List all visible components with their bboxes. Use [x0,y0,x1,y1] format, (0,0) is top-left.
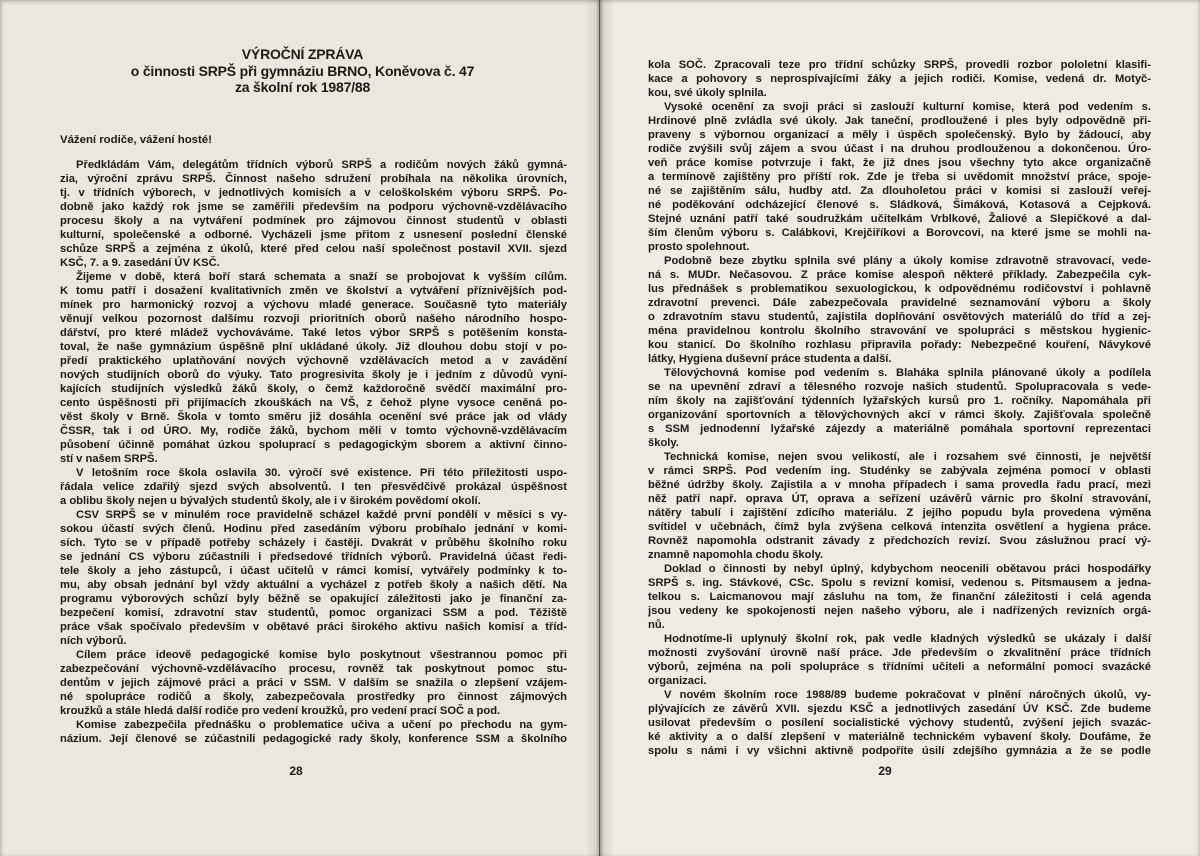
text-line: látky, Hygiena duševní práce studenta a další. [648,353,892,365]
text-line: Předkládám Vám, delegátům třídních výborů SRPŠ a rodičům nových žáků gymná- [76,159,567,171]
text-line: sokou účastí svých členů. Hodinu před zasedáním výboru probíhalo jednání v komi- [60,523,567,535]
text-line: Cílem práce ideově pedagogické komise bylo poskytnout všestrannou pomoc při [76,649,567,661]
text-line: prosto spolehnout. [648,241,750,253]
text-line: né poděkování odcházející členové s. Sládková, Šimáková, Kotasová a Cejpková. [648,199,1151,211]
text-line: Hodnotíme-li uplynulý školní rok, pak vedle kladných výsledků se ukázaly i další [664,633,1151,645]
paragraph [60,158,567,270]
text-line: věst školy v Brně. Škola v tomto směru již dosáhla ocenění své práce jak od vlády [60,411,567,423]
text-line: K tomu patří i dosažení kvalitativních změn ve školství a vytváření příznivějších pod- [60,285,567,297]
text-line: ních výborů. [60,635,127,647]
text-line: nových studijních oborů do výuky. Tato progresivita školy je i jedním z důvodů vyni- [60,369,567,381]
text-line: jsou vedeny ke spokojenosti nejen našeho výboru, ale i nadřízených revizních orgá- [648,605,1151,617]
text-line: né spolupráce rodičů a školy, zabezpečovala prostředky pro činnost zájmových [60,691,567,703]
text-line: V letošním roce škola oslavila 30. výročí své existence. Při této příležitosti uspo- [76,467,567,479]
text-line: plývajících ze závěrů XVII. sjezdu KSČ a jednotlivých zasedání ÚV KSČ. Zde budeme [648,703,1151,715]
text-line: mínek pro harmonický rozvoj a výchovu mladé generace. Současně tyto materiály [60,299,567,311]
text-line: V novém školním roce 1988/89 budeme pokračovat v plnění náročných úkolů, vy- [664,689,1151,701]
text-line: programu výborových schůzí byly běžně se opakující záležitosti jako je finanční za- [60,593,567,605]
text-line: Žijeme v době, která boří stará schemata a snaží se probojovat k vyšším cílům. [76,271,567,283]
title-line: o činnosti SRPŠ při gymnáziu BRNO, Koněvova č. 47 [130,62,475,79]
page-number: 29 [878,764,892,778]
text-line: dobně jako každý rok jsme se zaměřili především na podporu výchovně-vzdělávacího [60,201,567,213]
text-line: veň práce komise potvrzuje i fakt, že již dnes jsou všechny tyto akce organizačně [648,157,1151,169]
right-page-body [648,58,1151,758]
text-line: kace a pohovory s neprospívajícími žáky a jejich rodiči. Komise, vedená dr. Motyč- [648,73,1151,85]
text-line: stí v našem SRPŠ. [60,453,158,465]
text-line: s SSM jednodenní lyžařské zájezdy a materiálně pomáhala sportovní reprezentaci [648,423,1151,435]
text-line: tele školy a jeho zástupců, i účast učitelů v rámci komisí, vytvářely podmínky k to- [60,565,567,577]
text-line: kajících studijních výsledků žáků školy, o čemž každoročně svědčí maximální pro- [60,383,567,395]
left-page-body [60,158,567,746]
text-line: ké aktivity a o další zlepšení v materiálně technickém vybavení školy. Doufáme, že [648,731,1151,743]
text-line: dářství, pro které mládež vychováváme. Také letos výbor SRPŠ s potěšením konsta- [60,327,567,339]
paragraph [648,366,1151,450]
text-line: Rovněž napomohla odstranit závady z předchozích revizí. Svou záslužnou prací vý- [648,535,1151,547]
text-line: procesu školy a na vytváření podmínek pro zájmovou činnost studentů v oblasti [60,215,567,227]
text-line: práce však spočívalo především v obětavé práci širokého aktivu našich komisí a tříd- [60,621,567,633]
text-line: nů. [648,619,665,631]
text-line: ná s. MUDr. Nečasovou. Z práce komise alespoň některé příklady. Zabezpečila cyk- [648,269,1151,281]
report-title [60,46,545,96]
text-line: znamně napomohla chodu školy. [648,549,824,561]
text-line: kulturní, společenské a odborné. Vycházeli jsme přitom z usnesení poslední členské [60,229,567,241]
text-line: Hrdinové plně zvládla své úkoly. Jak taneční, prodloužené i ples byly odpovědně při- [648,115,1151,127]
text-line: výborů, zejména na poli spolupráce s třídními učiteli a neformální pomoci svazácké [648,661,1151,673]
text-line: usilovat především o posílení socialistické výchovy studentů, zvýšení jejich svazác- [648,717,1151,729]
gutter-fold [586,0,614,856]
text-line: lus přednášek s problematikou sexuologickou, k odpovědnému rodičovství i pohlavně [648,283,1151,295]
text-line: ČSSR, tak i od ÚRO. My, rodiče žáků, bychom měli v tomto výchovně-vzdělávacím [60,425,567,437]
text-line: mu, aby obsah jednání byl vždy aktuální a vycházel z potřeb školy a našich dětí. Na [60,579,567,591]
paragraph [648,58,1151,100]
text-line: Podobně beze zbytku splnila své plány a úkoly komise zdravotně stravovací, vede- [664,255,1151,267]
paragraph [648,100,1151,254]
text-line: tj. v třídních výborech, v jednotlivých komisích a v celoškolském výboru SRPŠ. Po- [60,187,567,199]
paragraph [60,466,567,508]
text-line: ším členům výboru s. Calábkovi, Krejčiříkovi a Borovcovi, na které jsme se mohli na- [648,227,1151,239]
paragraph [648,562,1151,632]
paragraph [648,688,1151,758]
text-line: Vysoké ocenění za svoji práci si zaslouží kulturní komise, která pod vedením s. [664,101,1151,113]
text-line: nátěry tabulí i zajištění zdicího materiálu. Z jejího popudu byla provedena výměna [648,507,1151,519]
page-number: 28 [289,764,303,778]
text-line: CSV SRPŠ se v minulém roce pravidelně scházel každé první pondělí v měsíci s vy- [76,509,567,521]
text-line: zdravotní prevenci. Dále zabezpečovala pravidelné seznamování výboru a školy [648,297,1151,309]
text-line: věnují velkou pozornost dalšímu rozvoji prioritních oborů našeho národního hospo- [60,313,567,325]
text-line: Technická komise, nejen svou velikostí, ale i rozsahem své činnosti, je největší [664,451,1151,463]
text-line: organizování sportovních a tělovýchovných akcí v rámci školy. Zajišťovala společně [648,409,1151,421]
text-line: SRPŠ s. ing. Stávkové, CSc. Spolu s revizní komisí, vedenou s. Pitsmausem a jedna- [648,577,1151,589]
text-line: se na upevnění zdraví a tělesného rozvoje našich studentů. Spolupracovala s vede- [648,381,1151,393]
text-line: svítidel v učebnách, čímž byla zvýšena celková intenzita osvětlení a hygiena práce. [648,521,1151,533]
paragraph [648,632,1151,688]
text-line: né se zajištěním sálu, hudby atd. Za dlouholetou práci v komisi si zaslouží veřej- [648,185,1151,197]
text-line: Stejné uznání patří také soudružkám učitelkám Vrblkové, Žaliové a Slepičkové a dal- [648,213,1151,225]
paragraph [60,648,567,718]
text-line: předí praktického uplatňování nových výchovně vzdělávacích metod a v zavádění [60,355,567,367]
text-line: řádala velice zdařilý sjezd svých absolventů. I ten přesvědčivě prokázal úspěšnost [60,481,567,493]
text-line: kou, své úkoly splnila. [648,87,767,99]
text-line: rodiče zvýšili svůj zájem a svou účast i na druhou prodlouženou a dokončenou. Úro- [648,143,1151,155]
paragraph [60,270,567,466]
title-line: za školní rok 1987/88 [234,79,371,95]
text-line: kou stanicí. Do školního rozhlasu připravila pořady: Nebezpečné kouření, Návykové [648,339,1151,351]
text-line: v rámci SRPŠ. Pod vedením ing. Studénky se zabývala zejména pomocí v oblasti [648,465,1151,477]
text-line: školy. [648,437,679,449]
text-line: ména pravidelnou kontrolu školního stravování ve spolupráci s městskou hygienic- [648,325,1151,337]
text-line: zia, výroční zprávu SRPŠ. Činnost našeho sdružení probíhala na několika úrovních, [60,173,567,185]
text-line: praveny s výbornou organizací a měly i úspěch společenský. Bylo by žádoucí, aby [648,129,1151,141]
text-line: se jednání CS výboru zúčastnili i předsedové třídních výborů. Pravidelná účast ředi- [60,551,567,563]
text-line: toval, že naše gymnázium úspěšně plní ukládané úkoly. Již dlouhou dobu stojí v po- [60,341,567,353]
text-line: kola SOČ. Zpracovali teze pro třídní schůzky SRPŠ, provedli rozbor pololetní klasifi- [648,59,1151,71]
text-line: působení účinně pomáhat úzkou spoluprací s pedagogickým sborem a aktivní činno- [60,439,567,451]
text-line: ním školy na zajišťování týdenních lyžařských kursů pro 1. ročníky. Napomáhala při [648,395,1151,407]
text-line: schůze SRPŠ a zejména z úkolů, které před celou naší společnost postavil XVII. sjezd [60,243,567,255]
text-line: možnosti zvyšování úrovně naší práce. Jde především o zkvalitnění práce třídních [648,647,1151,659]
text-line: a oblibu školy nejen u bývalých studentů školy, ale i v širokém povědomí okolí. [60,495,481,507]
text-line: a termínově zajištěny pro příští rok. Zde je třeba si uvědomit množství práce, spoje- [648,171,1151,183]
text-line: cento úspěšnosti při přijímacích zkouškách na VŠ, z čehož plyne vysoce ceněná po- [60,397,567,409]
text-line: Komise zabezpečila přednášku o problematice učiva a učení po přechodu na gym- [76,719,567,731]
text-line: Tělovýchovná komise pod vedením s. Blaháka splnila plánované úkoly a podílela [664,367,1151,379]
text-line: běžné údržby školy. Zajistila a v mnoha případech i sama provedla řadu prací, mezi [648,479,1151,491]
text-line: kroužků a stále hledá další rodiče pro vedení kroužků, pro vedení prací SOČ a pod. [60,705,501,717]
text-line: dentům v jejich zájmové práci a práci v SSM. V dalším se snažila o zlepšení vzájem- [60,677,567,689]
text-line: něž patří např. oprava ÚT, oprava a seřízení uzávěrů várnic pro školní stravování, [648,493,1151,505]
paragraph [648,254,1151,366]
text-line: sích. Tyto se v případě potřeby scházely i častěji. Dvakrát v průběhu školního roku [60,537,567,549]
text-line: názium. Její členové se zúčastnili pedagogické rady školy, konference SSM a školního [60,733,567,745]
paragraph [60,508,567,648]
text-line: KSČ, 7. a 9. zasedání ÚV KSČ. [60,257,220,269]
text-line: organizaci. [648,675,707,687]
text-line: spolu s námi i vy všichni aktivně podpoříte úsilí zdejšího gymnázia a že se podle [648,745,1151,757]
text-line: bezpečení komisí, zdravotní stav studentů, pomoc organizaci SSM a pod. Těžiště [60,607,567,619]
text-line: o zdravotním stavu studentů, zajistila doplňování osvětových materiálů do tříd a zej- [648,311,1151,323]
text-line: Doklad o činnosti by nebyl úplný, kdybychom neocenili obětavou práci hospodářky [664,563,1151,575]
text-line: zabezpečování výchovně-vzdělávacího procesu, rovněž tak poskytnout pomoc stu- [60,663,567,675]
paragraph [60,718,567,746]
title-line: VÝROČNÍ ZPRÁVA [241,46,364,62]
text-line: telkou s. Laicmanovou mají zásluhu na tom, že finanční záležitosti i celá agenda [648,591,1151,603]
salutation: Vážení rodiče, vážení hosté! [60,134,212,146]
paragraph [648,450,1151,562]
